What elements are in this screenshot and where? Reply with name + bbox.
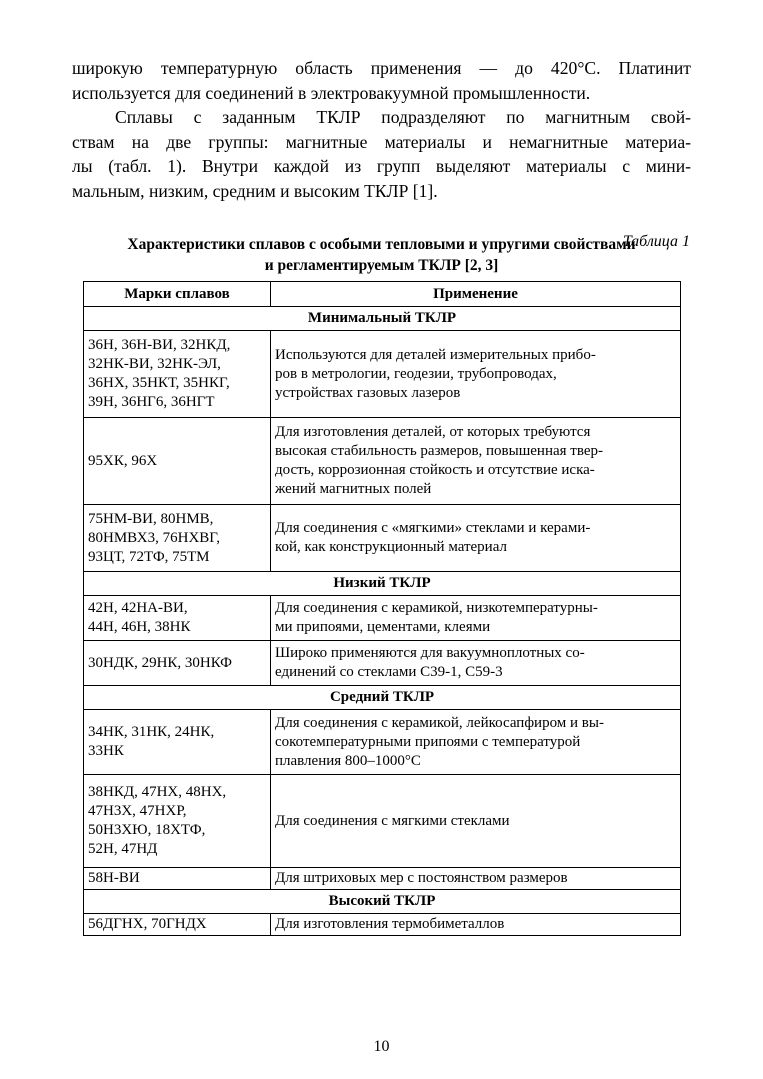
- grades-line: 56ДГНХ, 70ГНДХ: [88, 916, 207, 932]
- grades-line: 80НМВХ3, 76НХВГ,: [88, 529, 221, 546]
- page-number: 10: [373, 1038, 390, 1055]
- application-line: высокая стабильность размеров, повышенная твер-: [275, 443, 603, 459]
- grades-cell: [84, 710, 271, 775]
- table-row: [84, 505, 681, 572]
- grades-line: 42Н, 42НА-ВИ,: [88, 600, 188, 616]
- table-row: [84, 914, 681, 936]
- application-cell: [271, 418, 681, 505]
- application-cell: [271, 596, 681, 641]
- application-cell: [271, 914, 681, 936]
- grades-line: 52Н, 47НД: [88, 841, 158, 857]
- grades-line: 32НК-ВИ, 32НК-ЭЛ,: [88, 356, 221, 372]
- application-line: Используются для деталей измерительных прибо-: [275, 346, 596, 363]
- grades-line: 47Н3Х, 47НХР,: [88, 803, 187, 819]
- table-row: [84, 641, 681, 686]
- grades-line: 44Н, 46Н, 38НК: [88, 619, 191, 635]
- section-title: Минимальный ТКЛР: [84, 307, 681, 331]
- grades-line: 58Н-ВИ: [88, 870, 140, 886]
- grades-line: 36Н, 36Н-ВИ, 32НКД,: [88, 337, 231, 353]
- grades-line: 36НХ, 35НКТ, 35НКГ,: [88, 375, 230, 391]
- application-line: Для изготовления деталей, от которых требуются: [275, 424, 591, 440]
- table-header-row: [84, 282, 681, 307]
- header-application: Применение: [271, 282, 681, 307]
- table-title-line: Характеристики сплавов с особыми тепловыми и упругими свойствами: [127, 236, 636, 253]
- application-cell: [271, 331, 681, 418]
- table-title-line: и регламентируемым ТКЛР [2, 3]: [264, 257, 499, 274]
- section-row: [84, 307, 681, 331]
- table-row: [84, 418, 681, 505]
- header-grades: Марки сплавов: [84, 282, 271, 307]
- application-line: Широко применяются для вакуумноплотных со-: [275, 645, 585, 661]
- application-line: Для штриховых мер с постоянством размеров: [275, 870, 568, 886]
- table-title: [72, 234, 691, 276]
- application-line: Для соединения с керамикой, низкотемпературны-: [275, 600, 598, 616]
- application-cell: [271, 505, 681, 572]
- table-row: [84, 775, 681, 868]
- section-row: [84, 686, 681, 710]
- application-line: сокотемпературными припоями с температурой: [275, 733, 581, 750]
- grades-cell: [84, 775, 271, 868]
- application-line: ми припоями, цементами, клеями: [275, 619, 491, 635]
- table-number: Таблица 1: [622, 233, 690, 250]
- grades-line: 93ЦТ, 72ТФ, 75ТМ: [88, 548, 210, 565]
- grades-cell: [84, 331, 271, 418]
- grades-line: 30НДК, 29НК, 30НКФ: [88, 654, 232, 671]
- paragraph-line: мальным, низким, средним и высоким ТКЛР [1].: [72, 180, 438, 201]
- section-row: [84, 890, 681, 914]
- application-line: ров в метрологии, геодезии, трубопроводах,: [275, 365, 557, 382]
- table-row: [84, 596, 681, 641]
- application-line: единений со стеклами С39-1, С59-3: [275, 664, 503, 680]
- paragraph-2: [72, 105, 691, 203]
- table-row: [84, 331, 681, 418]
- grades-cell: [84, 868, 271, 890]
- grades-line: 39Н, 36НГ6, 36НГТ: [88, 394, 215, 410]
- grades-line: 33НК: [88, 743, 124, 759]
- section-title: Низкий ТКЛР: [84, 572, 681, 596]
- application-line: кой, как конструкционный материал: [275, 539, 507, 555]
- grades-cell: [84, 641, 271, 686]
- paragraph-line: широкую температурную область применения — до 420°С. Платинит: [72, 58, 691, 78]
- grades-line: 95ХК, 96Х: [88, 452, 158, 469]
- application-line: Для соединения с мягкими стеклами: [275, 812, 510, 829]
- section-title: Средний ТКЛР: [84, 686, 681, 710]
- application-line: Для изготовления термобиметаллов: [275, 916, 505, 932]
- paragraph-line: Сплавы с заданным ТКЛР подразделяют по магнитным свой-: [115, 107, 691, 127]
- paragraph-1: [72, 56, 691, 105]
- grades-cell: [84, 914, 271, 936]
- application-cell: [271, 775, 681, 868]
- section-row: [84, 572, 681, 596]
- application-line: устройствах газовых лазеров: [275, 384, 461, 401]
- application-cell: [271, 710, 681, 775]
- grades-line: 75НМ-ВИ, 80НМВ,: [88, 510, 214, 527]
- grades-line: 50Н3ХЮ, 18ХТФ,: [88, 822, 206, 838]
- application-line: Для соединения с «мягкими» стеклами и керами-: [275, 520, 591, 536]
- application-line: жений магнитных полей: [275, 481, 432, 497]
- application-line: дость, коррозионная стойкость и отсутствие иска-: [275, 462, 595, 478]
- section-title: Высокий ТКЛР: [84, 890, 681, 914]
- application-line: Для соединения с керамикой, лейкосапфиром и вы-: [275, 714, 604, 731]
- paragraph-line: ствам на две группы: магнитные материалы и немагнитные материа-: [72, 131, 691, 152]
- grades-cell: [84, 418, 271, 505]
- table-row: [84, 868, 681, 890]
- grades-cell: [84, 505, 271, 572]
- grades-cell: [84, 596, 271, 641]
- paragraph-line: лы (табл. 1). Внутри каждой из групп выделяют материалы с мини-: [72, 156, 691, 176]
- table-row: [84, 710, 681, 775]
- paragraph-line: используется для соединений в электровакуумной промышленности.: [72, 82, 591, 103]
- grades-line: 34НК, 31НК, 24НК,: [88, 724, 215, 740]
- grades-line: 38НКД, 47НХ, 48НХ,: [88, 784, 227, 800]
- application-line: плавления 800–1000°С: [275, 752, 421, 769]
- application-cell: [271, 868, 681, 890]
- application-cell: [271, 641, 681, 686]
- alloys-table: [83, 281, 681, 936]
